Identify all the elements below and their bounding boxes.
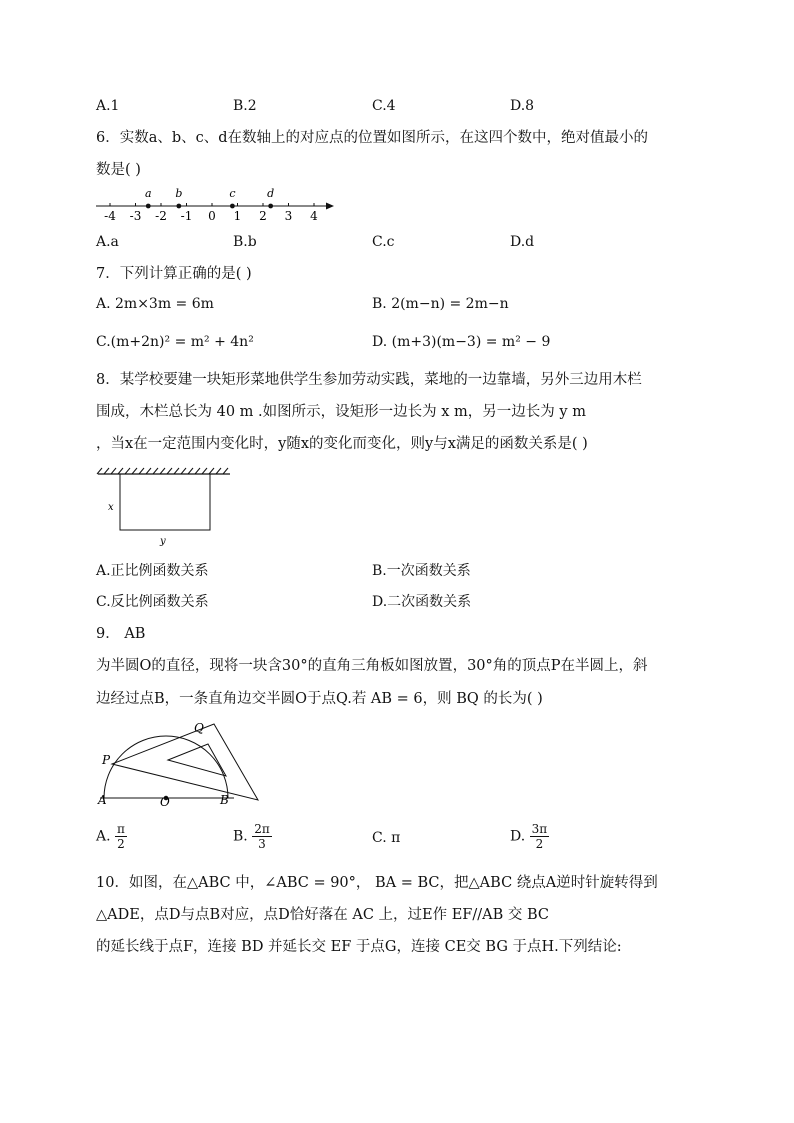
wall-hatch-stroke	[202, 468, 207, 474]
q9-option-d-fraction	[530, 822, 550, 851]
label-b: B	[220, 793, 229, 807]
q6-stem-line2: 数是( )	[96, 162, 141, 178]
q9-option-d-prefix: D.	[510, 828, 526, 845]
q7-option-b[interactable]: B. 2(m−n) = 2m−n	[372, 296, 509, 312]
q9-option-c-prefix: C.	[372, 830, 387, 846]
q9-option-a-num: π	[117, 822, 125, 836]
number-line-figure	[90, 182, 340, 222]
number-line-tick-label: -1	[180, 209, 193, 223]
q9-stem-line2: 为半圆O的直径，现将一块含30°的直角三角板如图放置，30°角的顶点P在半圆上，斜	[96, 658, 648, 674]
wall-hatch-stroke	[132, 468, 137, 474]
q10-stem-line1: 10．如图，在△ABC 中，∠ABC = 90°， BA = BC，把△ABC 绕点A逆时针旋转得到	[96, 875, 658, 891]
wall-hatch-stroke	[146, 468, 151, 474]
q8-option-d[interactable]: D.二次函数关系	[372, 594, 472, 610]
q6-option-d[interactable]: D.d	[510, 234, 535, 250]
label-o: O	[160, 795, 170, 809]
wall-hatch-stroke	[216, 468, 221, 474]
q6-option-a[interactable]: A.a	[96, 234, 119, 250]
number-line-tick-label: 3	[284, 209, 293, 223]
wall-hatch-stroke	[209, 468, 214, 474]
q8-option-b[interactable]: B.一次函数关系	[372, 563, 471, 579]
q10-stem-line3: 的延长线于点F，连接 BD 并延长交 EF 于点G，连接 CE交 BG 于点H.下列结论:	[96, 939, 622, 955]
q8-stem-line1: 8．某学校要建一块矩形菜地供学生参加劳动实践，菜地的一边靠墙，另外三边用木栏	[96, 372, 642, 388]
label-a: A	[98, 793, 107, 807]
set-square-outer	[112, 724, 258, 800]
q6-option-c[interactable]: C.c	[372, 234, 395, 250]
number-line-tick-label: -2	[155, 209, 167, 223]
number-line-tick-label: -3	[129, 209, 142, 223]
number-line-tick-label: 2	[259, 209, 267, 223]
wall-hatch-stroke	[174, 468, 179, 474]
number-line-point-label-b: b	[175, 187, 183, 200]
q9-option-a-prefix: A.	[96, 828, 111, 845]
q7-option-d[interactable]: D. (m+3)(m−3) = m² − 9	[372, 334, 551, 350]
q9-option-d-den: 2	[535, 837, 544, 851]
q6-stem-line1: 6．实数a、b、c、d在数轴上的对应点的位置如图所示，在这四个数中，绝对值最小的	[96, 130, 649, 146]
q8-stem-line3: ，当x在一定范围内变化时，y随x的变化而变化，则y与x满足的函数关系是( )	[96, 436, 588, 452]
number-line-arrow	[326, 203, 334, 210]
q9-option-b[interactable]	[233, 822, 272, 851]
number-line-point-d	[268, 204, 273, 209]
q9-option-c[interactable]	[372, 830, 400, 846]
wall-hatch-stroke	[111, 468, 116, 474]
garden-fence	[120, 474, 210, 530]
set-square-inner	[168, 744, 226, 776]
wall-hatching	[97, 468, 228, 474]
q7-stem: 7．下列计算正确的是( )	[96, 266, 252, 282]
q9-option-b-den: 3	[258, 837, 266, 851]
q8-option-c[interactable]: C.反比例函数关系	[96, 594, 209, 610]
wall-hatch-stroke	[223, 468, 228, 474]
q9-option-b-num: 2π	[254, 822, 270, 836]
wall-hatch-stroke	[153, 468, 158, 474]
wall-hatch-stroke	[104, 468, 109, 474]
number-line-tick-label: 4	[310, 209, 318, 223]
q9-option-b-prefix: B.	[233, 828, 248, 845]
q9-option-d[interactable]	[510, 822, 549, 851]
wall-hatch-stroke	[167, 468, 172, 474]
q7-option-c[interactable]: C.(m+2n)² = m² + 4n²	[96, 334, 254, 350]
number-line-tick-label: 1	[233, 209, 242, 223]
number-line-point-label-a: a	[144, 187, 152, 200]
number-line-tick-label: 0	[208, 209, 216, 223]
wall-hatch-stroke	[181, 468, 186, 474]
garden-figure	[96, 464, 236, 547]
wall-hatch-stroke	[118, 468, 123, 474]
number-line-point-c	[230, 204, 235, 209]
wall-hatch-stroke	[188, 468, 193, 474]
garden-label-x: x	[108, 502, 114, 513]
number-line-point-label-d: d	[267, 187, 275, 200]
q9-option-a[interactable]	[96, 822, 127, 851]
q9-stem-line3: 边经过点B，一条直角边交半圆O于点Q.若 AB = 6，则 BQ 的长为( )	[96, 691, 543, 707]
garden-label-y: y	[160, 536, 166, 547]
q5-option-c[interactable]: C.4	[372, 98, 396, 114]
q6-option-b[interactable]: B.b	[233, 234, 257, 250]
wall-hatch-stroke	[125, 468, 130, 474]
q5-option-b[interactable]: B.2	[233, 98, 257, 114]
semicircle-triangle-figure	[94, 712, 274, 812]
number-line-point-b	[176, 204, 181, 209]
q9-option-d-num: 3π	[531, 822, 548, 836]
number-line-point-a	[146, 204, 151, 209]
q8-option-a[interactable]: A.正比例函数关系	[96, 563, 209, 579]
q10-stem-line2: △ADE，点D与点B对应，点D恰好落在 AC 上，过E作 EF//AB 交 BC	[96, 907, 549, 923]
q8-stem-line2: 围成，木栏总长为 40 m .如图所示，设矩形一边长为 x m，另一边长为 y m	[96, 404, 586, 420]
q9-option-c-text: π	[391, 830, 401, 846]
label-q: Q	[194, 721, 204, 735]
q5-option-a[interactable]: A.1	[96, 98, 120, 114]
number-line-tick-label: -4	[104, 209, 116, 223]
wall-hatch-stroke	[139, 468, 144, 474]
label-p: P	[102, 753, 111, 767]
q9-option-a-fraction	[115, 822, 127, 851]
q9-stem-line1: 9． AB	[96, 626, 146, 642]
q9-option-b-fraction	[252, 822, 272, 851]
q7-option-a[interactable]: A. 2m×3m = 6m	[96, 296, 214, 312]
number-line-point-label-c: c	[229, 187, 236, 200]
wall-hatch-stroke	[97, 468, 102, 474]
q9-option-a-den: 2	[117, 837, 125, 851]
q5-option-d[interactable]: D.8	[510, 98, 535, 114]
wall-hatch-stroke	[160, 468, 165, 474]
wall-hatch-stroke	[195, 468, 200, 474]
